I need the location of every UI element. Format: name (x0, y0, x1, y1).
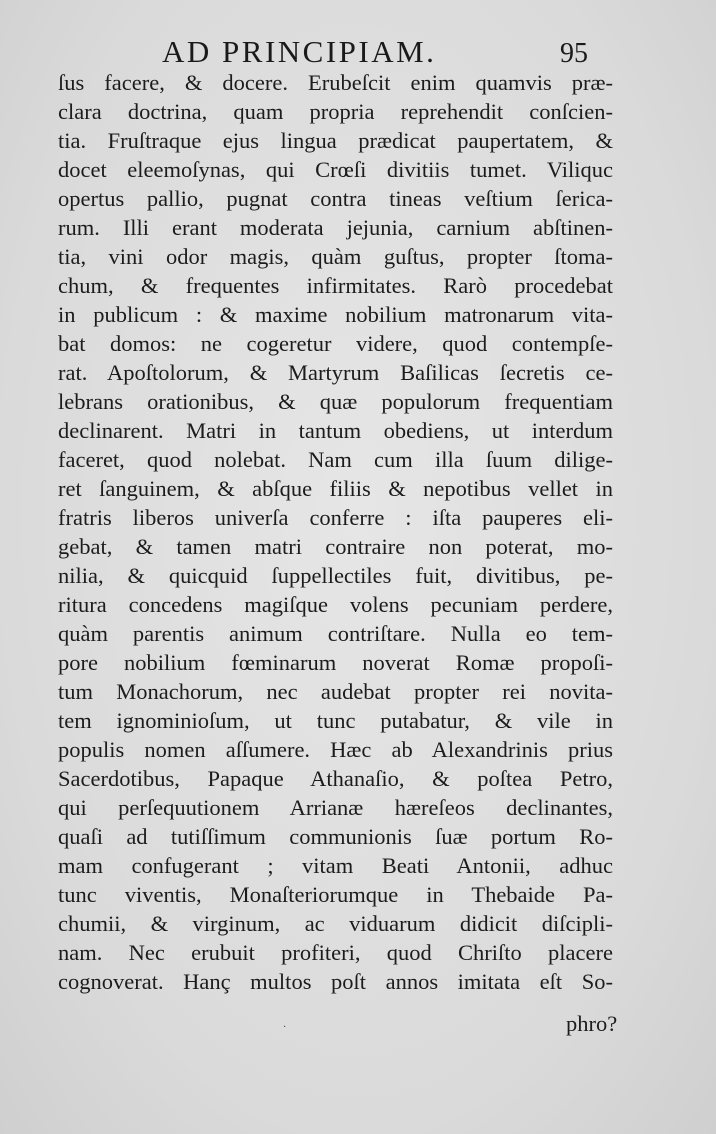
text-line: ſus facere, & docere. Erubeſcit enim quamvis præ- (58, 70, 613, 95)
text-line: rat. Apoſtolorum, & Martyrum Baſilicas ſecretis ce- (58, 360, 613, 385)
text-line: quaſi ad tutiſſimum communionis ſuæ portum Ro- (58, 824, 613, 849)
text-line: chum, & frequentes infirmitates. Rarò procedebat (58, 273, 613, 298)
text-line: tum Monachorum, nec audebat propter rei novita- (58, 679, 613, 704)
text-line: clara doctrina, quam propria reprehendit conſcien- (58, 99, 613, 124)
body-text (58, 68, 613, 996)
text-line: rum. Illi erant moderata jejunia, carnium abſtinen- (58, 215, 613, 240)
text-line: in publicum : & maxime nobilium matronarum vita- (58, 302, 613, 327)
text-line: lebrans orationibus, & quæ populorum frequentiam (58, 389, 613, 414)
text-line: declinarent. Matri in tantum obediens, ut interdum (58, 418, 613, 443)
text-line: docet eleemoſynas, qui Crœſi divitiis tumet. Viliquc (58, 157, 613, 182)
text-line: tia, vini odor magis, quàm guſtus, propter ſtoma- (58, 244, 613, 269)
text-line: tia. Fruſtraque ejus lingua prædicat paupertatem, & (58, 128, 613, 153)
text-line: ritura concedens magiſque volens pecuniam perdere, (58, 592, 613, 617)
catchword: phro? (566, 1011, 618, 1036)
page-number: 95 (560, 38, 588, 69)
text-line: Sacerdotibus, Papaque Athanaſio, & poſtea Petro, (58, 766, 613, 791)
text-line: faceret, quod nolebat. Nam cum illa ſuum dilige- (58, 447, 613, 472)
text-line: ret ſanguinem, & abſque filiis & nepotibus vellet in (58, 476, 613, 501)
text-line: chumii, & virginum, ac viduarum didicit diſcipli- (58, 911, 613, 936)
text-line: fratris liberos univerſa conferre : iſta pauperes eli- (58, 505, 613, 530)
text-line: nam. Nec erubuit profiteri, quod Chriſto placere (58, 940, 613, 965)
printer-dot: · (283, 1022, 287, 1033)
text-line: cognoverat. Hanç multos poſt annos imitata eſt So- (58, 969, 613, 994)
text-line: opertus pallio, pugnat contra tineas veſtium ſerica- (58, 186, 613, 211)
text-line: populis nomen aſſumere. Hæc ab Alexandrinis prius (58, 737, 613, 762)
text-line: nilia, & quicquid ſuppellectiles fuit, divitibus, pe- (58, 563, 613, 588)
text-line: pore nobilium fœminarum noverat Romæ propoſi- (58, 650, 613, 675)
running-head: AD PRINCIPIAM. (162, 34, 437, 69)
text-line: tunc viventis, Monaſteriorumque in Thebaide Pa- (58, 882, 613, 907)
text-line: qui perſequutionem Arrianæ hæreſeos declinantes, (58, 795, 613, 820)
text-line: bat domos: ne cogeretur videre, quod contempſe- (58, 331, 613, 356)
text-line: gebat, & tamen matri contraire non poterat, mo- (58, 534, 613, 559)
text-line: mam confugerant ; vitam Beati Antonii, adhuc (58, 853, 613, 878)
text-line: tem ignominioſum, ut tunc putabatur, & vile in (58, 708, 613, 733)
text-line: quàm parentis animum contriſtare. Nulla eo tem- (58, 621, 613, 646)
